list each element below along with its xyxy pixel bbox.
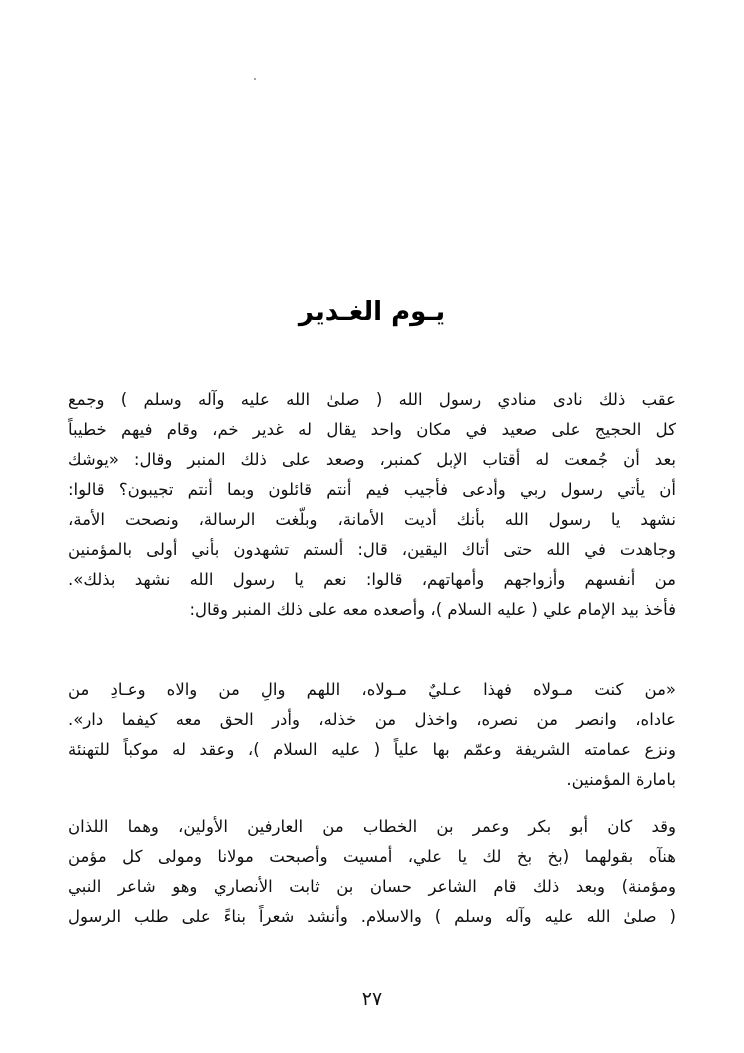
page-number: ٢٧ [361, 988, 383, 1010]
text-line: هنآه بقولهما (بخ بخ لك يا علي، أمسيت وأصبحت مولانا ومولى كل مؤمن [68, 847, 676, 866]
paragraph-2 [68, 675, 676, 795]
text-line: ونزع عمامته الشريفة وعمّم بها علياً ( عليه السلام )، وعقد له موكباً للتهنئة [68, 740, 676, 759]
text-line: وقد كان أبو بكر وعمر بن الخطاب من العارفين الأولين، وهما اللذان [68, 817, 676, 836]
text-line: بعد أن جُمعت له أقتاب الإبل كمنبر، وصعد على ذلك المنبر وقال: «يوشك [68, 450, 676, 469]
text-line: أن يأتي رسول ربي وأدعى فأجيب فيم أنتم قائلون وبما أنتم تجيبون؟ قالوا: [68, 480, 676, 499]
text-line: فأخذ بيد الإمام علي ( عليه السلام )، وأصعده معه على ذلك المنبر وقال: [189, 600, 676, 619]
text-line: بامارة المؤمنين. [566, 770, 676, 789]
paragraph-1 [68, 385, 676, 625]
paragraph-3 [68, 812, 676, 932]
text-line: كل الحجيج على صعيد في مكان واحد يقال له غدير خم، وقام فيهم خطيباً [68, 420, 676, 439]
text-line: من أنفسهم وأزواجهم وأمهاتهم، قالوا: نعم يا رسول الله نشهد بذلك». [68, 570, 676, 589]
print-speck [254, 78, 256, 80]
text-line: وجاهدت في الله حتى أتاك اليقين، قال: ألستم تشهدون بأني أولى بالمؤمنين [68, 540, 676, 559]
chapter-title: يـوم الغـدير [298, 297, 446, 327]
text-line: عقب ذلك نادى منادي رسول الله ( صلىٰ الله عليه وآله وسلم ) وجمع [68, 390, 676, 409]
text-line: عاداه، وانصر من نصره، واخذل من خذله، وأدر الحق معه كيفما دار». [68, 710, 676, 729]
text-line: ( صلىٰ الله عليه وآله وسلم ) والاسلام. وأنشد شعراً بناءً على طلب الرسول [68, 907, 676, 926]
text-line: «من كنت مـولاه فهذا عـليٌ مـولاه، اللهم والِ من والاه وعـادِ من [68, 680, 676, 699]
text-line: ومؤمنة) وبعد ذلك قام الشاعر حسان بن ثابت الأنصاري وهو شاعر النبي [68, 877, 676, 896]
text-line: نشهد يا رسول الله بأنك أديت الأمانة، وبلّغت الرسالة، ونصحت الأمة، [68, 510, 676, 529]
